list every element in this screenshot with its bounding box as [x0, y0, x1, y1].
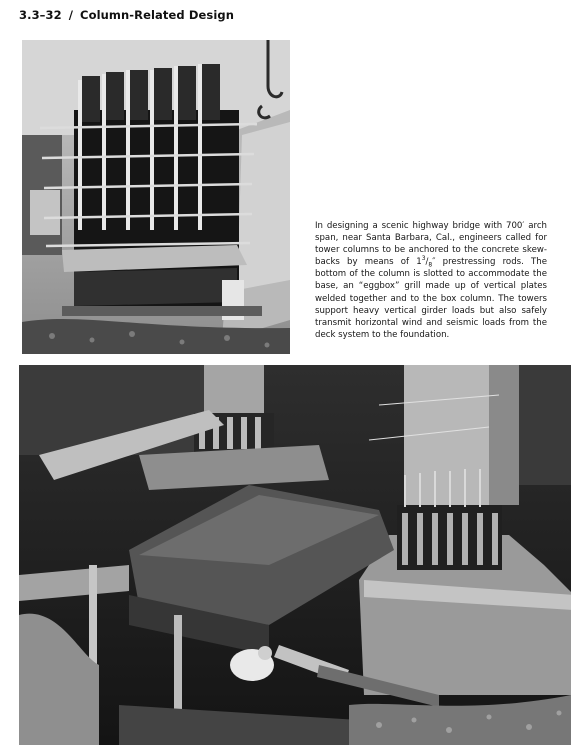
- tower-column-base-photo: [19, 365, 571, 745]
- caption-fraction-numerator: 3: [421, 255, 426, 263]
- eggbox-grill-illustration: [22, 40, 290, 354]
- photo-caption: [315, 220, 547, 341]
- section-title: Column-Related Design: [80, 8, 234, 22]
- caption-text-part2: ″ prestressing rods. The bottom of the column is slotted to accommodate the base, an “eggbox” grill made up of vertical plates welded together and to the box column. The towers support heavy vertical girder loads but also safely transmit horizontal wind and seismic loads from the deck system to the foundation.: [315, 257, 547, 340]
- caption-text-part1: In designing a scenic highway bridge with 700′ arch span, near Santa Barbara, Cal., engineers called for tower columns to be anchored to the concrete skew-backs by means of 1: [315, 221, 547, 268]
- section-number: 3.3–32: [19, 8, 62, 22]
- eggbox-grill-photo: [22, 40, 290, 354]
- page-header: [19, 8, 234, 24]
- tower-column-base-illustration: [19, 365, 571, 745]
- caption-fraction-denominator: 8: [428, 262, 433, 269]
- header-separator: /: [68, 8, 74, 22]
- caption-fraction-slash: /: [425, 257, 429, 268]
